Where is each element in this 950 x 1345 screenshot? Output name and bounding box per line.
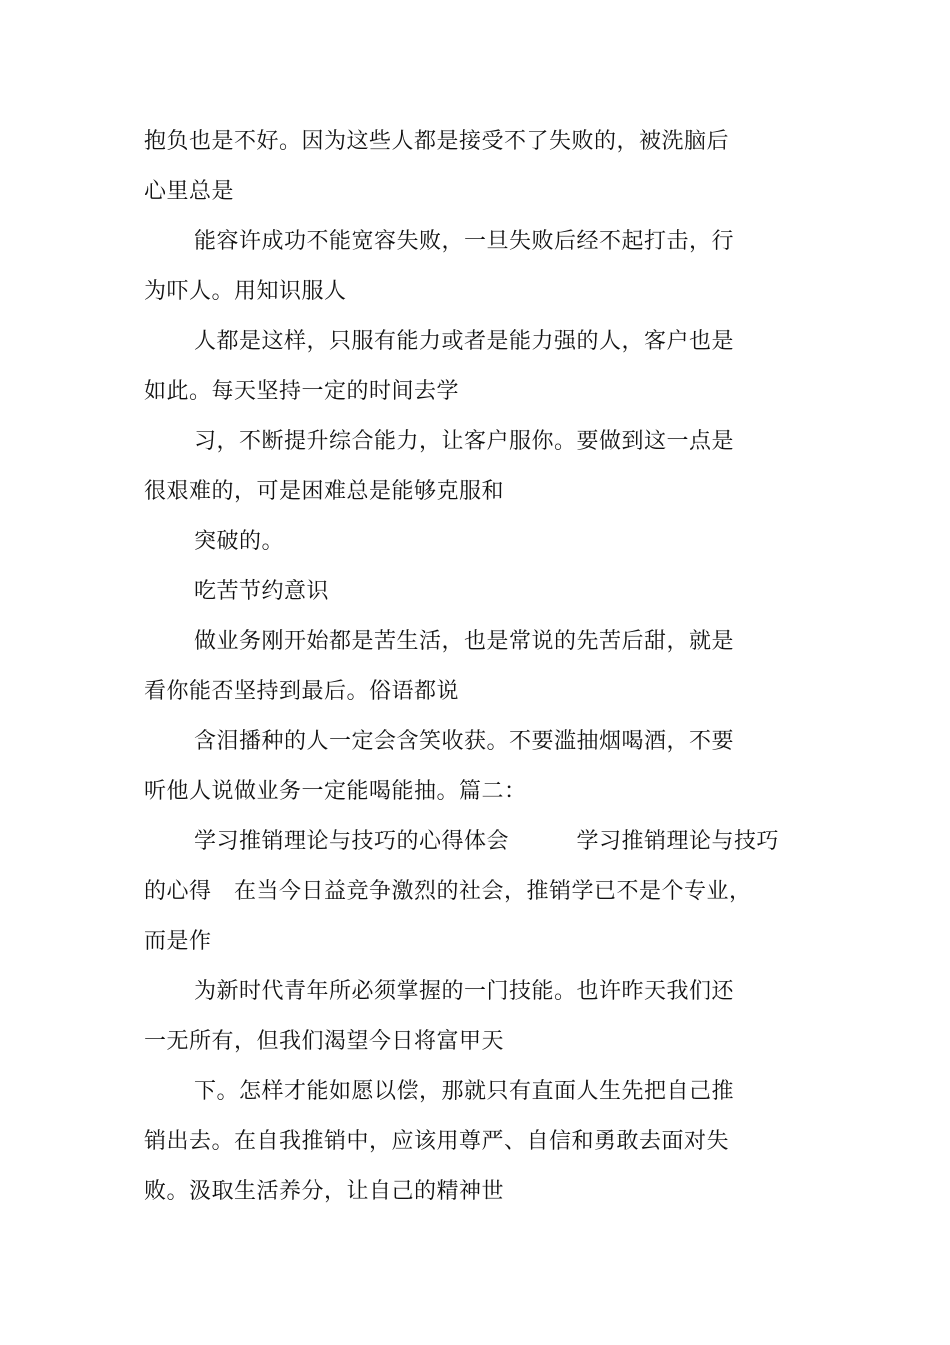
text-line: 学习推销理论与技巧的心得体会 学习推销理论与技巧: [194, 829, 780, 854]
text-line: 一无所有，但我们渴望今日将富甲天: [144, 1029, 505, 1054]
text-line: 含泪播种的人一定会含笑收获。不要滥抽烟喝酒，不要: [194, 729, 735, 754]
text-line: 如此。每天坚持一定的时间去学: [144, 379, 460, 404]
text-line: 为吓人。用知识服人: [144, 279, 347, 304]
text-line: 销出去。在自我推销中，应该用尊严、自信和勇敢去面对失: [144, 1129, 730, 1154]
text-line: 而是作: [144, 929, 212, 954]
text-line: 看你能否坚持到最后。俗语都说: [144, 679, 460, 704]
text-line: 突破的。: [194, 529, 285, 554]
text-line: 人都是这样，只服有能力或者是能力强的人，客户也是: [194, 329, 735, 354]
text-line: 很艰难的，可是困难总是能够克服和: [144, 479, 505, 504]
text-line: 败。汲取生活养分，让自己的精神世: [144, 1179, 505, 1204]
text-line: 习，不断提升综合能力，让客户服你。要做到这一点是: [194, 429, 735, 454]
text-line: 下。怎样才能如愿以偿，那就只有直面人生先把自己推: [194, 1079, 735, 1104]
text-line: 能容许成功不能宽容失败，一旦失败后经不起打击，行: [194, 229, 735, 254]
text-line: 听他人说做业务一定能喝能抽。篇二：: [144, 779, 527, 804]
text-line: 的心得 在当今日益竞争激烈的社会，推销学已不是个专业，: [144, 879, 752, 904]
text-line: 为新时代青年所必须掌握的一门技能。也许昨天我们还: [194, 979, 735, 1004]
section-heading: 吃苦节约意识: [194, 579, 330, 604]
text-line: 心里总是: [144, 179, 235, 204]
text-line: 做业务刚开始都是苦生活，也是常说的先苦后甜，就是: [194, 629, 735, 654]
text-line: 抱负也是不好。因为这些人都是接受不了失败的，被洗脑后: [144, 129, 730, 154]
